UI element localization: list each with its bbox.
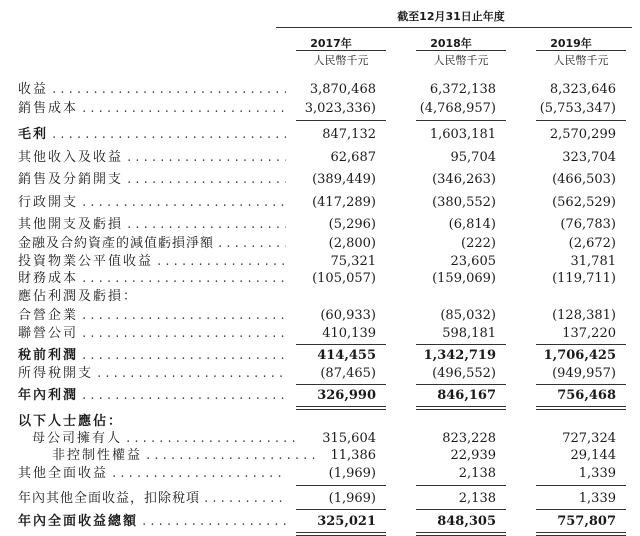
value-2019: (76,783) xyxy=(560,217,616,232)
value-2018: 2,138 xyxy=(458,466,496,481)
value-2019: 1,339 xyxy=(578,491,616,506)
subtotal-rule xyxy=(416,509,506,510)
value-2019: (466,503) xyxy=(552,172,616,187)
subtotal-rule xyxy=(536,120,626,121)
period-header: 截至12月31日止年度 xyxy=(397,10,505,23)
value-2019: 756,468 xyxy=(557,388,616,403)
row-label: 收益 . . . xyxy=(0,80,286,100)
double-rule xyxy=(536,409,626,410)
row-share-of-heading xyxy=(0,287,640,307)
value-2017: 410,139 xyxy=(322,326,376,341)
row-associates xyxy=(0,324,640,344)
row-non-controlling xyxy=(0,446,640,466)
value-2017: 11,386 xyxy=(330,448,376,463)
value-2018: (222) xyxy=(461,236,496,251)
year-2018: 2018年 xyxy=(430,37,472,50)
year-2019: 2019年 xyxy=(550,37,592,50)
row-other-comprehensive xyxy=(0,464,640,484)
row-finance-costs xyxy=(0,269,640,289)
value-2018: (496,552) xyxy=(432,366,496,381)
unit-2018: 人民幣千元 xyxy=(433,54,489,67)
value-2017: 847,132 xyxy=(322,127,376,142)
value-2017: (5,296) xyxy=(328,217,376,232)
value-2018: (6,814) xyxy=(448,217,496,232)
unit-2017: 人民幣千元 xyxy=(313,54,369,67)
value-2017: 315,604 xyxy=(322,431,376,446)
value-2018: (346,263) xyxy=(432,172,496,187)
value-2017: (1,969) xyxy=(328,466,376,481)
row-label: 財務成本 . . . xyxy=(0,269,286,289)
row-label: 行政開支 . . . xyxy=(0,193,286,213)
row-label: 母公司擁有人 . . . xyxy=(0,429,300,449)
row-impairment xyxy=(0,234,640,254)
row-income-tax xyxy=(0,364,640,384)
row-cost-of-sales xyxy=(0,99,640,119)
value-2019: (562,529) xyxy=(552,195,616,210)
value-2017: (87,465) xyxy=(320,366,376,381)
value-2018: 1,603,181 xyxy=(429,127,496,142)
row-gross-profit xyxy=(0,125,640,145)
value-2018: 846,167 xyxy=(437,388,496,403)
row-label: 銷售成本 . . . xyxy=(0,99,286,119)
value-2019: (2,672) xyxy=(568,236,616,251)
double-rule xyxy=(416,409,506,410)
value-2019: 1,706,425 xyxy=(543,348,616,363)
subtotal-rule xyxy=(296,485,386,486)
row-admin-expenses xyxy=(0,193,640,213)
value-2017: (1,969) xyxy=(328,491,376,506)
row-label: 其他收入及收益 . . . xyxy=(0,148,286,168)
value-2018: 598,181 xyxy=(442,326,496,341)
row-label: 銷售及分銷開支 . . . xyxy=(0,170,286,190)
row-label: 投資物業公平值收益 . . . xyxy=(0,252,286,272)
value-2017: (60,933) xyxy=(320,308,376,323)
subtotal-rule xyxy=(416,384,506,385)
row-oci-net-of-tax xyxy=(0,489,640,509)
value-2019: (119,711) xyxy=(552,271,616,286)
subtotal-rule xyxy=(296,384,386,385)
row-label: 年內全面收益總額 . . . xyxy=(0,512,286,532)
value-2019: 137,220 xyxy=(562,326,616,341)
value-2019: (128,381) xyxy=(552,308,616,323)
value-2017: (417,289) xyxy=(312,195,376,210)
value-2018: 823,228 xyxy=(442,431,496,446)
value-2018: 22,939 xyxy=(450,448,496,463)
unit-2019: 人民幣千元 xyxy=(553,54,609,67)
value-2019: 2,570,299 xyxy=(549,127,616,142)
value-2017: 326,990 xyxy=(317,388,376,403)
double-rule xyxy=(416,406,506,407)
value-2018: (4,768,957) xyxy=(419,101,496,116)
year-rule-2017 xyxy=(296,50,386,51)
row-joint-ventures xyxy=(0,306,640,326)
row-label: 稅前利潤 . . . xyxy=(0,346,286,366)
double-rule xyxy=(296,532,386,533)
value-2018: 848,305 xyxy=(437,514,496,529)
value-2019: 757,807 xyxy=(557,514,616,529)
subtotal-rule xyxy=(536,344,626,345)
year-2017: 2017年 xyxy=(310,37,352,50)
header-rule xyxy=(276,27,632,28)
row-label: 毛利 . . . xyxy=(0,125,286,145)
row-label: 應佔利潤及虧損： xyxy=(18,289,139,304)
subtotal-rule xyxy=(296,509,386,510)
row-other-expenses xyxy=(0,215,640,235)
value-2019: 1,339 xyxy=(578,466,616,481)
value-2017: 75,321 xyxy=(330,254,376,269)
row-label: 聯營公司 . . . xyxy=(0,324,286,344)
row-revenue xyxy=(0,80,640,100)
row-total-comprehensive xyxy=(0,512,640,532)
subtotal-rule xyxy=(536,509,626,510)
subtotal-rule xyxy=(416,120,506,121)
double-rule xyxy=(536,406,626,407)
value-2018: (159,069) xyxy=(432,271,496,286)
value-2019: (949,957) xyxy=(552,366,616,381)
value-2019: 29,144 xyxy=(570,448,616,463)
row-profit-before-tax xyxy=(0,346,640,366)
row-label: 年內利潤 . . . xyxy=(0,386,286,406)
value-2018: 6,372,138 xyxy=(429,82,496,97)
year-rule-2019 xyxy=(536,50,626,51)
subtotal-rule xyxy=(536,384,626,385)
row-selling-expenses xyxy=(0,170,640,190)
row-label: 非控制性權益 . . . xyxy=(0,446,320,466)
value-2017: (2,800) xyxy=(328,236,376,251)
value-2018: 95,704 xyxy=(450,150,496,165)
row-label: 年內其他全面收益，扣除稅項 . . . xyxy=(0,489,286,509)
value-2017: (105,057) xyxy=(312,271,376,286)
value-2017: 3,870,468 xyxy=(309,82,376,97)
value-2018: (85,032) xyxy=(440,308,496,323)
subtotal-rule xyxy=(296,120,386,121)
row-label: 其他全面收益 . . . xyxy=(0,464,286,484)
value-2019: 727,324 xyxy=(562,431,616,446)
double-rule xyxy=(416,532,506,533)
row-label: 金融及合約資產的減值虧損淨額 . . . xyxy=(0,234,286,254)
value-2017: (389,449) xyxy=(312,172,376,187)
value-2017: 325,021 xyxy=(317,514,376,529)
value-2019: 323,704 xyxy=(562,150,616,165)
value-2019: 31,781 xyxy=(570,254,616,269)
row-label: 其他開支及虧損 . . . xyxy=(0,215,286,235)
value-2017: 414,455 xyxy=(317,348,376,363)
subtotal-rule xyxy=(416,485,506,486)
value-2017: 3,023,336) xyxy=(304,101,376,116)
value-2018: 2,138 xyxy=(458,491,496,506)
value-2018: 23,605 xyxy=(450,254,496,269)
value-2018: 1,342,719 xyxy=(423,348,496,363)
double-rule xyxy=(296,409,386,410)
double-rule xyxy=(536,532,626,533)
row-label: 以下人士應佔： xyxy=(18,414,124,429)
value-2019: 8,323,646 xyxy=(549,82,616,97)
year-rule-2018 xyxy=(416,50,506,51)
subtotal-rule xyxy=(296,344,386,345)
row-label: 所得稅開支 . . . xyxy=(0,364,286,384)
row-label: 合營企業 . . . xyxy=(0,306,286,326)
row-other-income xyxy=(0,148,640,168)
subtotal-rule xyxy=(536,485,626,486)
value-2019: (5,753,347) xyxy=(539,101,616,116)
double-rule xyxy=(296,406,386,407)
row-profit-for-year xyxy=(0,386,640,406)
value-2018: (380,552) xyxy=(432,195,496,210)
subtotal-rule xyxy=(416,344,506,345)
value-2017: 62,687 xyxy=(330,150,376,165)
